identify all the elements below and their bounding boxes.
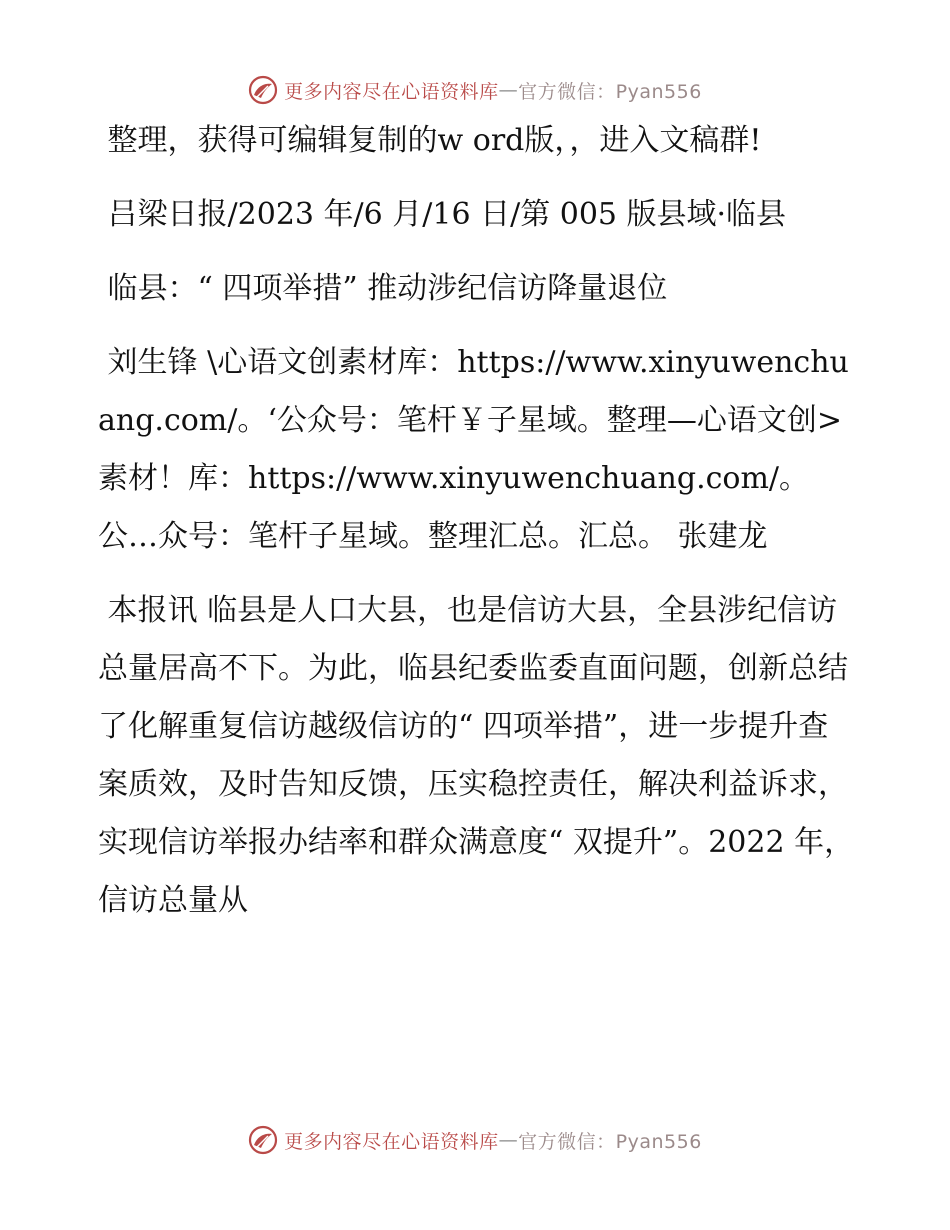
- header-dash: —: [498, 79, 519, 101]
- header-promo-text: 更多内容尽在心语资料库: [284, 80, 499, 103]
- header-contact-text: 官方微信：Pyan556: [518, 80, 702, 103]
- footer-promo-text: 更多内容尽在心语资料库: [284, 1130, 499, 1153]
- footer-dash: —: [498, 1129, 519, 1151]
- brand-logo-icon: [248, 1125, 278, 1155]
- paragraph-intro: 整理，获得可编辑复制的w ord版，，进入文稿群!: [98, 123, 762, 158]
- paragraph-byline: 刘生锋 \心语文创素材库：https://www.xinyuwenchuang.com/。‘公众号：笔杆￥子星域。整理—心语文创>素材！库：https://www.xinyuwenchuang.com/。公…众号：笔杆子星域。整理汇总。汇总。 张建龙: [98, 345, 849, 554]
- paragraph-source: 吕梁日报/2023 年/6 月/16 日/第 005 版县域·临县: [98, 197, 787, 232]
- header-watermark-banner: [0, 70, 950, 110]
- footer-contact-text: 官方微信：Pyan556: [518, 1130, 702, 1153]
- brand-logo-icon: [248, 75, 278, 105]
- document-body: [98, 112, 858, 930]
- paragraph-title: 临县：“ 四项举措” 推动涉纪信访降量退位: [98, 271, 668, 306]
- footer-watermark-banner: [0, 1120, 950, 1160]
- paragraph-body: 本报讯 临县是人口大县，也是信访大县，全县涉纪信访总量居高不下。为此，临县纪委监委直面问题，创新总结了化解重复信访越级信访的“ 四项举措”，进一步提升查案质效，及时告知反馈，压实稳控责任，解决利益诉求，实现信访举报办结率和群众满意度“ 双提升”。2022 年，信访总量从: [98, 593, 855, 918]
